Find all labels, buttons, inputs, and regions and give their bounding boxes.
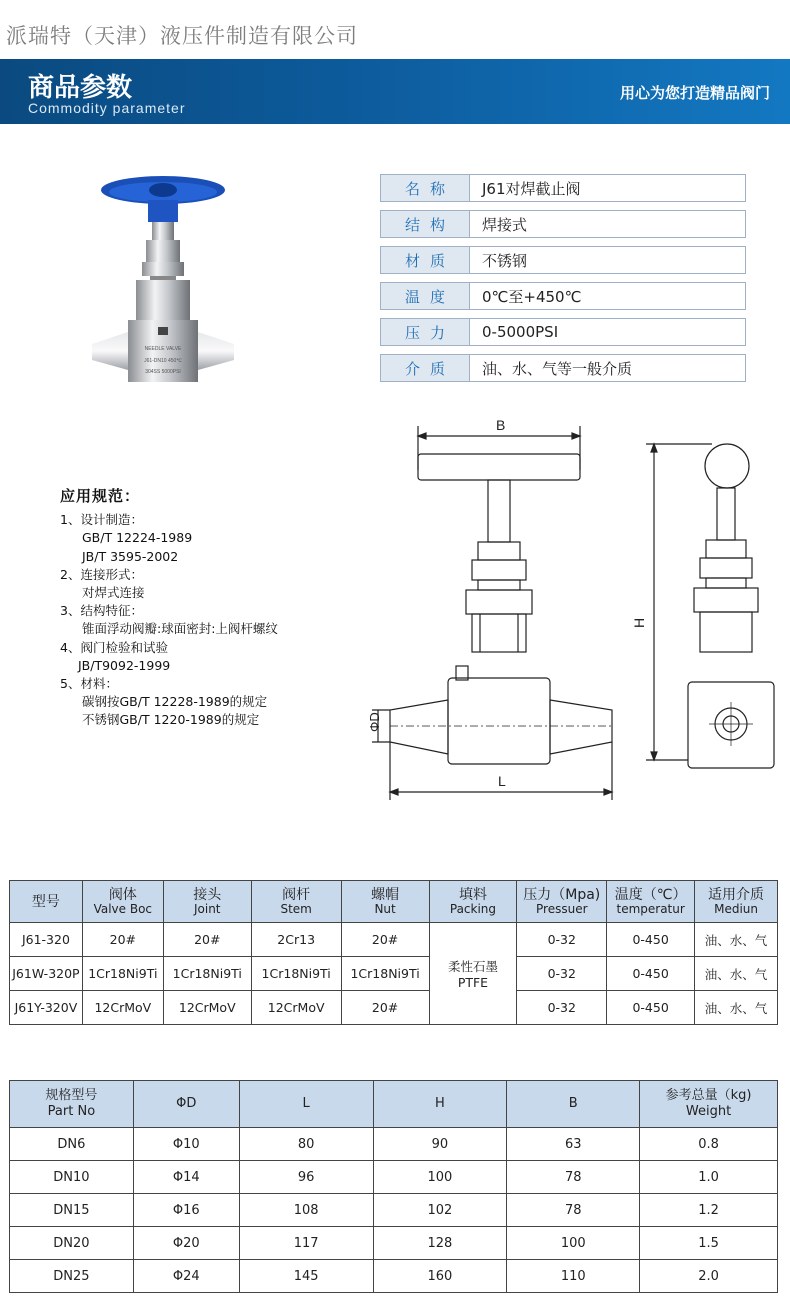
table-header: B xyxy=(507,1081,640,1128)
table-cell: 96 xyxy=(239,1161,373,1194)
table-cell: 12CrMoV xyxy=(163,991,251,1025)
table-header: 压力（Mpa) Pressuer xyxy=(517,881,607,923)
table-header-row xyxy=(10,881,778,923)
param-value: 0℃至+450℃ xyxy=(470,282,746,310)
table-cell: 0-450 xyxy=(607,923,695,957)
table-cell: 110 xyxy=(507,1260,640,1293)
table-cell: DN10 xyxy=(10,1161,134,1194)
spec-line: 锥面浮动阀瓣:球面密封:上阀杆螺纹 xyxy=(82,621,278,637)
param-value: J61对焊截止阀 xyxy=(470,174,746,202)
table-cell: DN6 xyxy=(10,1128,134,1161)
table-cell: J61W-320P xyxy=(10,957,83,991)
spec-line: 5、材料： xyxy=(60,676,118,692)
table-header: 接头 Joint xyxy=(163,881,251,923)
table-cell: 12CrMoV xyxy=(251,991,341,1025)
param-key: 结构 xyxy=(380,210,470,238)
table-cell: 油、水、气 xyxy=(695,991,778,1025)
spec-line: JB/T9092-1999 xyxy=(78,657,171,673)
packing-cell: 柔性石墨 PTFE xyxy=(429,923,517,1025)
table-header: ΦD xyxy=(133,1081,239,1128)
application-spec xyxy=(60,487,278,730)
section-banner xyxy=(0,59,790,124)
table-cell: 63 xyxy=(507,1128,640,1161)
table-cell: 0-450 xyxy=(607,957,695,991)
dimensions-table xyxy=(9,1080,778,1293)
table-cell: 油、水、气 xyxy=(695,957,778,991)
table-cell: 108 xyxy=(239,1194,373,1227)
table-cell: 100 xyxy=(373,1161,507,1194)
table-cell: 20# xyxy=(341,991,429,1025)
param-value: 油、水、气等一般介质 xyxy=(470,354,746,382)
table-cell: 12CrMoV xyxy=(82,991,163,1025)
param-key: 材质 xyxy=(380,246,470,274)
table-header: L xyxy=(239,1081,373,1128)
table-cell: 102 xyxy=(373,1194,507,1227)
table-cell: 20# xyxy=(163,923,251,957)
table-row xyxy=(10,957,778,991)
param-row xyxy=(380,354,746,382)
spec-line: 3、结构特征： xyxy=(60,603,143,619)
valve-marking-line-3: 304SS 5000PSI xyxy=(145,369,181,375)
table-cell: 2Cr13 xyxy=(251,923,341,957)
table-cell: 160 xyxy=(373,1260,507,1293)
table-cell: Φ20 xyxy=(133,1227,239,1260)
banner-subtitle: Commodity parameter xyxy=(28,100,186,116)
param-value: 0-5000PSI xyxy=(470,318,746,346)
table-header: 阀杆 Stem xyxy=(251,881,341,923)
banner-slogan: 用心为您打造精品阀门 xyxy=(619,84,770,102)
param-row xyxy=(380,246,746,274)
table-cell: DN15 xyxy=(10,1194,134,1227)
table-cell: Φ14 xyxy=(133,1161,239,1194)
table-header: 填料 Packing xyxy=(429,881,517,923)
param-row xyxy=(380,282,746,310)
dim-h-label: H xyxy=(631,617,647,628)
table-row xyxy=(10,1260,778,1293)
table-cell: 1Cr18Ni9Ti xyxy=(251,957,341,991)
table-cell: 0-450 xyxy=(607,991,695,1025)
dim-b-label: B xyxy=(496,417,506,433)
table-cell: 1Cr18Ni9Ti xyxy=(163,957,251,991)
param-value: 不锈钢 xyxy=(470,246,746,274)
banner-title: 商品参数 xyxy=(28,73,133,103)
dim-d-label: ΦD xyxy=(367,712,382,732)
param-key: 温度 xyxy=(380,282,470,310)
table-cell: 0-32 xyxy=(517,991,607,1025)
table-row xyxy=(10,1128,778,1161)
spec-line: GB/T 12224-1989 xyxy=(82,530,193,546)
spec-line: 不锈钢GB/T 1220-1989的规定 xyxy=(82,712,260,728)
table-cell: 80 xyxy=(239,1128,373,1161)
table-cell: 20# xyxy=(82,923,163,957)
technical-drawing xyxy=(350,410,790,810)
valve-marking-line-1: NEEDLE VALVE xyxy=(144,346,182,352)
table-header: 温度（℃） temperatur xyxy=(607,881,695,923)
table-cell: J61Y-320V xyxy=(10,991,83,1025)
spec-line: 2、连接形式： xyxy=(60,566,143,582)
table-cell: 2.0 xyxy=(640,1260,778,1293)
param-value: 焊接式 xyxy=(470,210,746,238)
table-cell: 128 xyxy=(373,1227,507,1260)
table-cell: 0-32 xyxy=(517,923,607,957)
table-cell: Φ16 xyxy=(133,1194,239,1227)
table-cell: DN25 xyxy=(10,1260,134,1293)
param-key: 名称 xyxy=(380,174,470,202)
table-cell: 100 xyxy=(507,1227,640,1260)
spec-line: 对焊式连接 xyxy=(82,585,145,601)
table-row xyxy=(10,991,778,1025)
param-row xyxy=(380,318,746,346)
parameter-list xyxy=(380,174,746,390)
table-cell: 1Cr18Ni9Ti xyxy=(82,957,163,991)
table-cell: 78 xyxy=(507,1194,640,1227)
table-header: 规格型号 Part No xyxy=(10,1081,134,1128)
table-cell: 117 xyxy=(239,1227,373,1260)
table-cell: 1.0 xyxy=(640,1161,778,1194)
param-row xyxy=(380,210,746,238)
table-cell: 78 xyxy=(507,1161,640,1194)
spec-line: JB/T 3595-2002 xyxy=(82,548,179,564)
spec-title: 应用规范： xyxy=(60,487,141,505)
table-header: 阀体 Valve Boc xyxy=(82,881,163,923)
table-cell: 0.8 xyxy=(640,1128,778,1161)
table-cell: 油、水、气 xyxy=(695,923,778,957)
table-cell: 0-32 xyxy=(517,957,607,991)
param-row xyxy=(380,174,746,202)
materials-table xyxy=(9,880,778,1025)
table-header: 螺帽 Nut xyxy=(341,881,429,923)
table-row xyxy=(10,1194,778,1227)
table-cell: 145 xyxy=(239,1260,373,1293)
spec-line: 1、设计制造： xyxy=(60,512,143,528)
table-header: 参考总量（kg) Weight xyxy=(640,1081,778,1128)
spec-line: 碳钢按GB/T 12228-1989的规定 xyxy=(82,694,268,710)
valve-product-photo xyxy=(88,170,238,410)
table-header: 适用介质 Mediun xyxy=(695,881,778,923)
table-cell: 1.5 xyxy=(640,1227,778,1260)
table-row xyxy=(10,1227,778,1260)
table-row xyxy=(10,923,778,957)
table-cell: 1Cr18Ni9Ti xyxy=(341,957,429,991)
table-header-row xyxy=(10,1081,778,1128)
table-cell: 1.2 xyxy=(640,1194,778,1227)
company-name: 派瑞特（天津）液压件制造有限公司 xyxy=(6,24,358,48)
table-cell: DN20 xyxy=(10,1227,134,1260)
table-cell: Φ10 xyxy=(133,1128,239,1161)
table-header: 型号 xyxy=(10,881,83,923)
param-key: 介质 xyxy=(380,354,470,382)
param-key: 压力 xyxy=(380,318,470,346)
table-cell: Φ24 xyxy=(133,1260,239,1293)
spec-line: 4、阀门检验和试验 xyxy=(60,639,168,655)
dim-l-label: L xyxy=(498,773,506,789)
table-header: H xyxy=(373,1081,507,1128)
table-cell: J61-320 xyxy=(10,923,83,957)
table-row xyxy=(10,1161,778,1194)
table-cell: 90 xyxy=(373,1128,507,1161)
table-cell: 20# xyxy=(341,923,429,957)
valve-marking-line-2: J61-DN10 450℃ xyxy=(144,358,182,364)
